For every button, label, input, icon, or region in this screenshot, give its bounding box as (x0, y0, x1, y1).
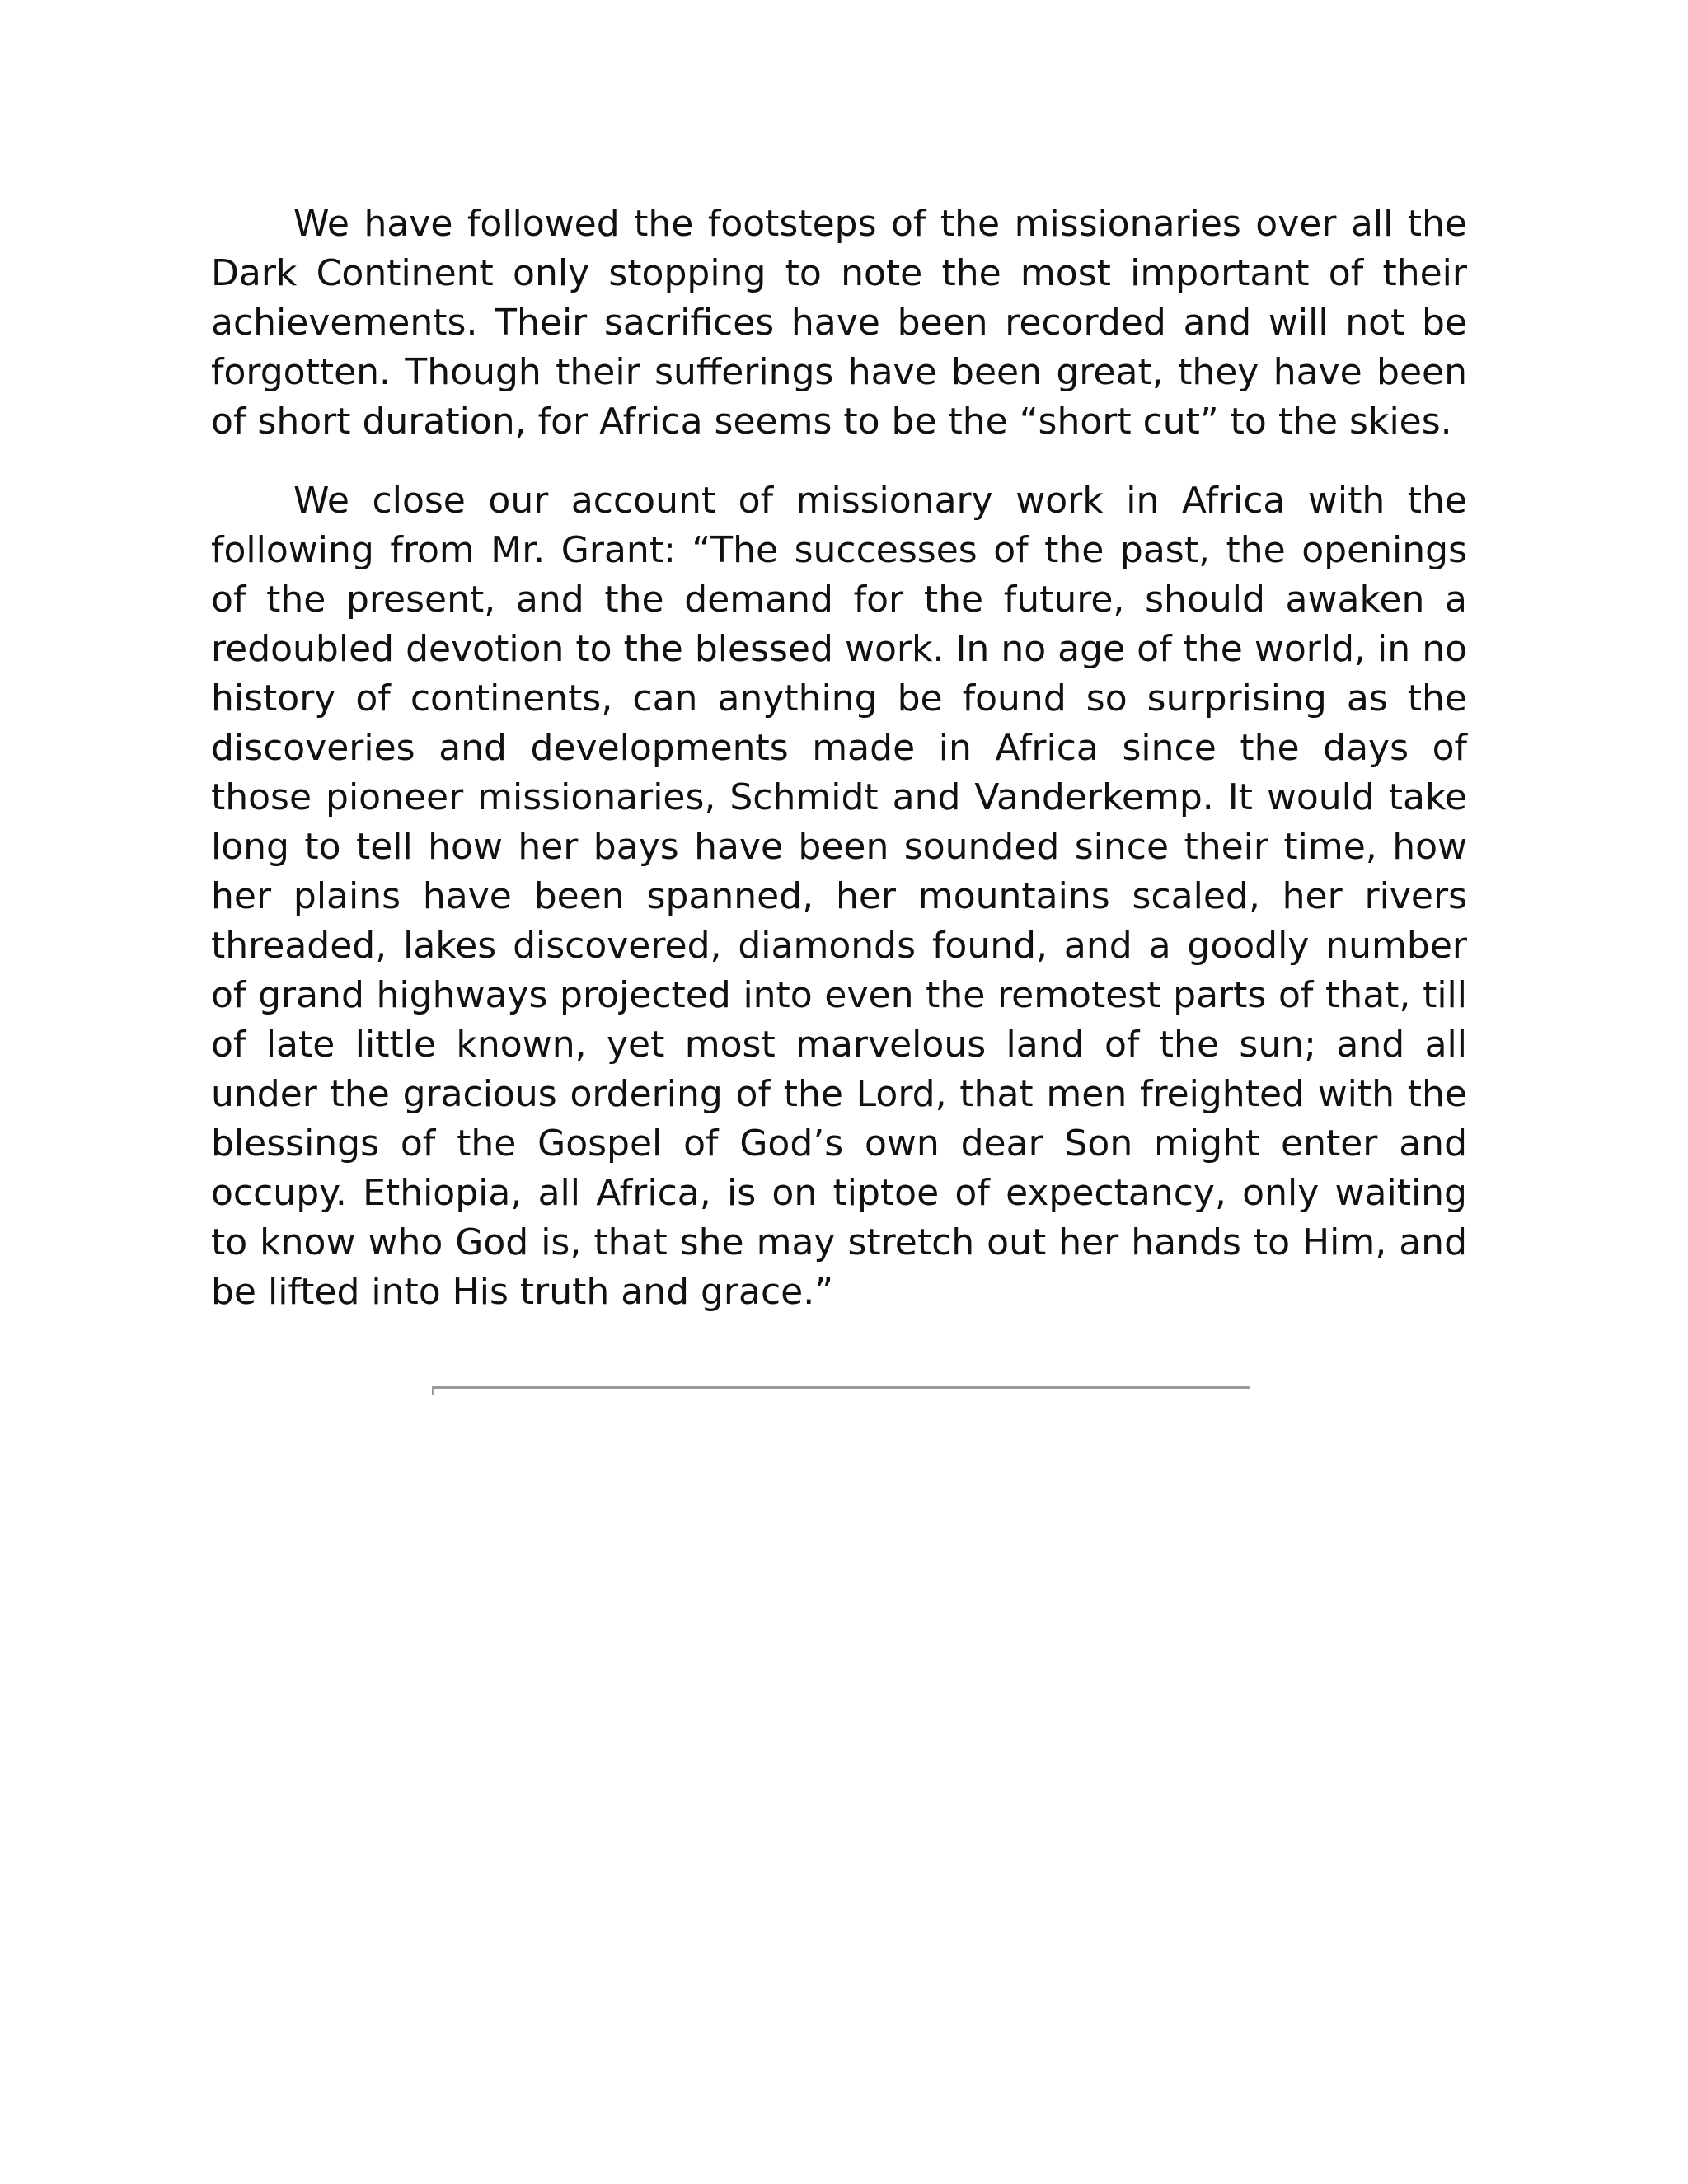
paragraph-missionary-footsteps: We have followed the footsteps of the missionaries over all the Dark Continent only stopping to note the most important of their achievements. Their sacrifices have been recorded and will not be forgotten. Though their sufferings have been great, they have been of short duration, for Africa seems to be the “short cut” to the skies. (211, 203, 1467, 443)
paragraph-grant-quotation: We close our account of missionary work in Africa with the following from Mr. Grant: “The successes of the past, the openings of the present, and the demand for the future, should awaken a redoubled devotion to the blessed work. In no age of the world, in no history of continents, can anything be found so surprising as the discoveries and developments made in Africa since the days of those pioneer missionaries, Schmidt and Vanderkemp. It would take long to tell how her bays have been sounded since their time, how her plains have been spanned, her mountains scaled, her rivers threaded, lakes discovered, diamonds found, and a goodly number of grand highways projected into even the remotest parts of that, till of late little known, yet most marvelous land of the sun; and all under the gracious ordering of the Lord, that men freighted with the blessings of the Gospel of God’s own dear Son might enter and occupy. Ethiopia, all Africa, is on tiptoe of expectancy, only waiting to know who God is, that she may stretch out her hands to Him, and be lifted into His truth and grace.” (211, 480, 1467, 1313)
section-divider-rule (432, 1386, 1250, 1389)
body-text (211, 199, 1467, 1317)
